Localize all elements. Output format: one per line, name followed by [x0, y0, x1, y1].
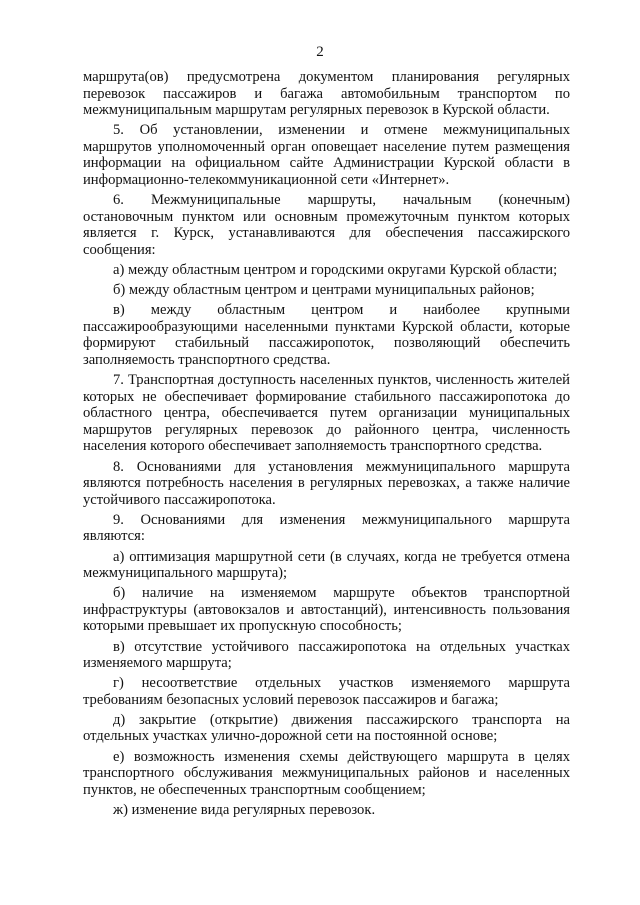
paragraph-9-item-zh: ж) изменение вида регулярных перевозок. — [113, 801, 376, 818]
paragraph-continuation: маршрута(ов) предусмотрена документом планирования регулярных перевозок пассажиров и багажа автомобильным транспортом по межмуниципальным маршрутам регулярных перевозок в Курской области. — [83, 69, 570, 119]
paragraph-9: 9. Основаниями для изменения межмуниципального маршрута являются: — [83, 511, 570, 545]
paragraph-9-item-d: д) закрытие (открытие) движения пассажирского транспорта на отдельных участках улично-дорожной сети на постоянной основе; — [83, 711, 570, 745]
paragraph-9-item-e: е) возможность изменения схемы действующего маршрута в целях транспортного обслуживания межмуниципальных районов и населенных пунктов, не обеспеченных транспортным сообщением; — [83, 748, 570, 798]
paragraph-9-item-g: г) несоответствие отдельных участков изменяемого маршрута требованиям безопасных условий перевозок пассажиров и багажа; — [83, 675, 570, 708]
paragraph-9-item-v: в) отсутствие устойчивого пассажиропотока на отдельных участках изменяемого маршрута; — [83, 638, 570, 672]
paragraph-5: 5. Об установлении, изменении и отмене межмуниципальных маршрутов уполномоченный орган оповещает население путем размещения информации на официальном сайте Администрации Курской области в информационно-телекоммуникационной сети «Интернет». — [83, 122, 570, 189]
paragraph-9-item-a: а) оптимизация маршрутной сети (в случаях, когда не требуется отмена межмуниципального маршрута); — [83, 548, 570, 582]
document-body — [83, 69, 570, 818]
paragraph-6-item-b: б) между областным центром и центрами муниципальных районов; — [113, 282, 535, 299]
paragraph-6-item-a: а) между областным центром и городскими округами Курской области; — [113, 262, 558, 279]
page-number: 2 — [316, 44, 324, 60]
paragraph-7: 7. Транспортная доступность населенных пунктов, численность жителей которых не обеспечивает формирование стабильного пассажиропотока до областного центра, обеспечивается путем организации муниципальных маршрутов регулярных перевозок до районного центра, численность населения которого обеспечивает заполняемость транспортного средства. — [83, 372, 570, 455]
paragraph-9-item-b: б) наличие на изменяемом маршруте объектов транспортной инфраструктуры (автовокзалов и автостанций), интенсивность пользования которыми превышает их пропускную способность; — [83, 585, 570, 635]
paragraph-6: 6. Межмуниципальные маршруты, начальным (конечным) остановочным пунктом или основным промежуточным пунктом которых является г. Курск, устанавливаются для обеспечения пассажирского сообщения: — [83, 192, 570, 258]
paragraph-8: 8. Основаниями для установления межмуниципального маршрута являются потребность населения в регулярных перевозках, а также наличие устойчивого пассажиропотока. — [83, 458, 570, 508]
paragraph-6-item-v: в) между областным центром и наиболее крупными пассажирообразующими населенными пунктами Курской области, которые формируют стабильный пассажиропоток, позволяющий обеспечить заполняемость транспортного средства. — [83, 302, 570, 368]
